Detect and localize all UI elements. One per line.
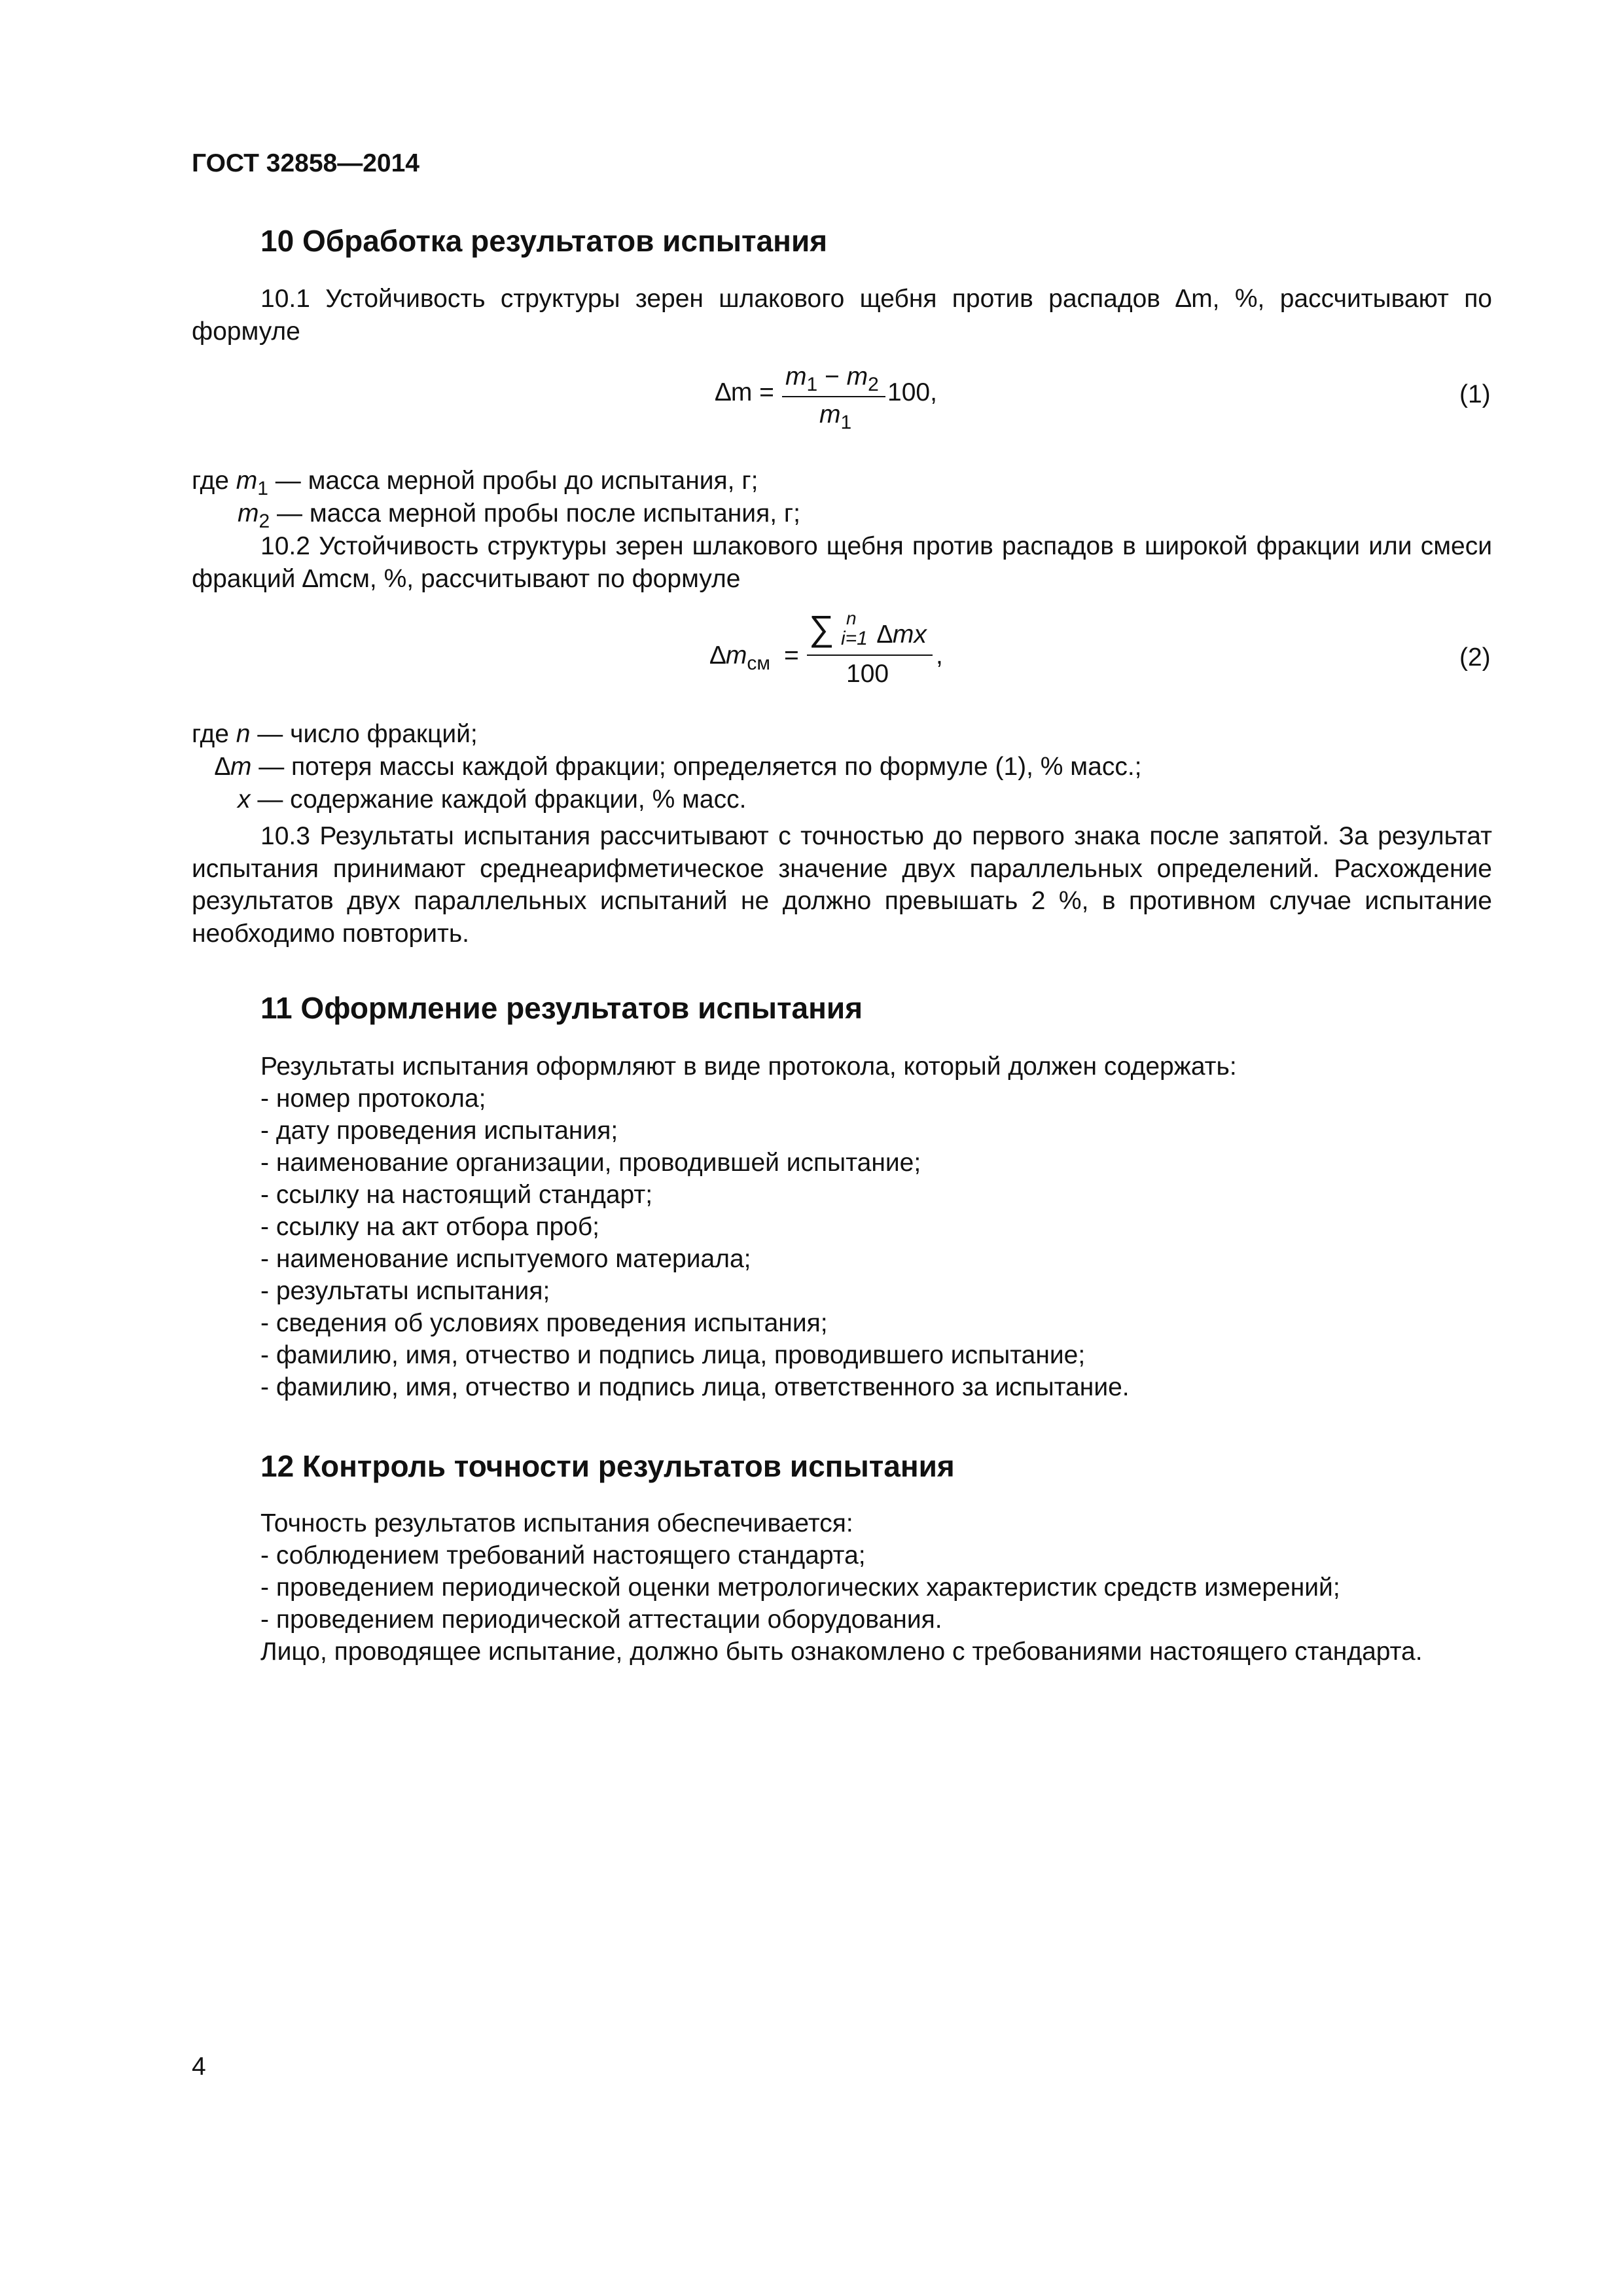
list-item: - наименование испытуемого материала;: [260, 1245, 751, 1273]
where-1-var-2-sub: 2: [259, 511, 270, 532]
formula-2-number: (2): [1459, 643, 1491, 672]
where-1-prefix: где: [192, 467, 236, 495]
list-item: - фамилию, имя, отчество и подпись лица, ответственного за испытание.: [260, 1373, 1130, 1401]
paragraph-10-1: 10.1 Устойчивость структуры зерен шлакового щебня против распадов ∆m, %, рассчитывают по формуле: [192, 285, 1492, 346]
where-2-var-dm: ∆m: [215, 753, 252, 781]
where-2-desc-dm: — потеря массы каждой фракции; определяется по формуле (1), % масс.;: [251, 753, 1142, 781]
formula-2-fraction-bar: [807, 655, 933, 656]
list-item: - проведением периодической аттестации оборудования.: [260, 1605, 942, 1634]
where-1-line-2: [238, 497, 800, 532]
formula-1-m1-sub: 1: [806, 374, 818, 395]
formula-2-denominator: 100: [846, 660, 889, 688]
list-item: - соблюдением требований настоящего стандарта;: [260, 1541, 866, 1570]
section-10-heading: 10 Обработка результатов испытания: [260, 224, 828, 258]
formula-1-denominator: [819, 401, 852, 433]
where-2-var-x: x: [238, 785, 251, 814]
where-2-desc-x: — содержание каждой фракции, % масс.: [250, 785, 747, 814]
section-12-intro: Точность результатов испытания обеспечивается:: [260, 1509, 853, 1537]
paragraph-10-2: 10.2 Устойчивость структуры зерен шлакового щебня против распадов в широкой фракции или смеси фракций ∆mсм, %, рассчитывают по формуле: [192, 532, 1492, 593]
paragraph-10-3: 10.3 Результаты испытания рассчитывают с точностью до первого знака после запятой. За результат испытания принимают среднеарифметическое значение двух параллельных определений. Расхождение результатов двух параллельных испытаний не должно превышать 2 %, в противном случае испытание необходимо повторить.: [192, 822, 1492, 948]
where-2-line-3: [238, 783, 746, 816]
where-1-desc-1: — масса мерной пробы до испытания, г;: [268, 467, 758, 495]
where-2-line-2: [215, 751, 1141, 783]
formula-1-m2: m: [846, 363, 868, 391]
formula-2-lhs-m: m: [725, 641, 747, 670]
section-11-body: [260, 1050, 1504, 1403]
list-item: - ссылку на акт отбора проб;: [260, 1213, 600, 1241]
formula-1-fraction-bar: [782, 396, 885, 397]
list-item: - ссылку на настоящий стандарт;: [260, 1181, 653, 1209]
formula-1-den-sub: 1: [840, 412, 852, 433]
page-number: 4: [192, 2053, 206, 2081]
where-1-var-2: m: [238, 499, 259, 528]
formula-2-equals: =: [784, 641, 799, 670]
where-1-var-1: m: [236, 467, 258, 495]
list-item: - фамилию, имя, отчество и подпись лица, проводившего испытание;: [260, 1341, 1086, 1369]
section-11-intro: Результаты испытания оформляют в виде протокола, который должен содержать:: [260, 1052, 1237, 1081]
section-12-heading: 12 Контроль точности результатов испытания: [260, 1449, 955, 1483]
list-item: - наименование организации, проводившей испытание;: [260, 1149, 921, 1177]
formula-1-factor: 100,: [887, 378, 937, 406]
formula-2-lhs-delta: ∆: [710, 641, 726, 670]
list-item: - номер протокола;: [260, 1085, 486, 1113]
where-1-desc-2: — масса мерной пробы после испытания, г;: [270, 499, 800, 528]
where-1-line-1: [192, 465, 758, 497]
formula-1-minus: −: [825, 363, 840, 391]
formula-1-m1: m: [785, 363, 807, 391]
formula-2-sum-symbol: ∑: [809, 609, 834, 648]
formula-2-sum-term: ∆mx: [877, 620, 927, 649]
document-header: ГОСТ 32858—2014: [192, 149, 419, 177]
formula-1-numerator: [785, 363, 879, 395]
list-item: - результаты испытания;: [260, 1277, 550, 1305]
section-11-heading: 11 Оформление результатов испытания: [260, 991, 863, 1025]
formula-2-comma: ,: [936, 641, 943, 670]
where-2-line-1: [192, 718, 478, 750]
formula-1-number: (1): [1459, 380, 1491, 408]
formula-1-lhs: ∆m =: [715, 378, 774, 406]
formula-2-sum-lower: i=1: [841, 628, 868, 649]
formula-2-sum-upper: n: [846, 608, 857, 628]
where-2-prefix: где: [192, 720, 236, 748]
section-12-body: [260, 1507, 1504, 1668]
section-12-closing: Лицо, проводящее испытание, должно быть ознакомлено с требованиями настоящего стандарта.: [260, 1638, 1423, 1666]
formula-2-lhs-sub: см: [747, 653, 770, 674]
where-2-desc-n: — число фракций;: [250, 720, 478, 748]
formula-1-den-m: m: [819, 401, 841, 429]
formula-1-m2-sub: 2: [868, 374, 879, 395]
where-2-var-n: n: [236, 720, 251, 748]
list-item: - дату проведения испытания;: [260, 1117, 618, 1145]
formula-2-lhs: [710, 641, 770, 674]
list-item: - проведением периодической оценки метрологических характеристик средств измерений;: [260, 1573, 1340, 1602]
where-1-var-1-sub: 1: [257, 478, 268, 499]
list-item: - сведения об условиях проведения испытания;: [260, 1309, 828, 1337]
